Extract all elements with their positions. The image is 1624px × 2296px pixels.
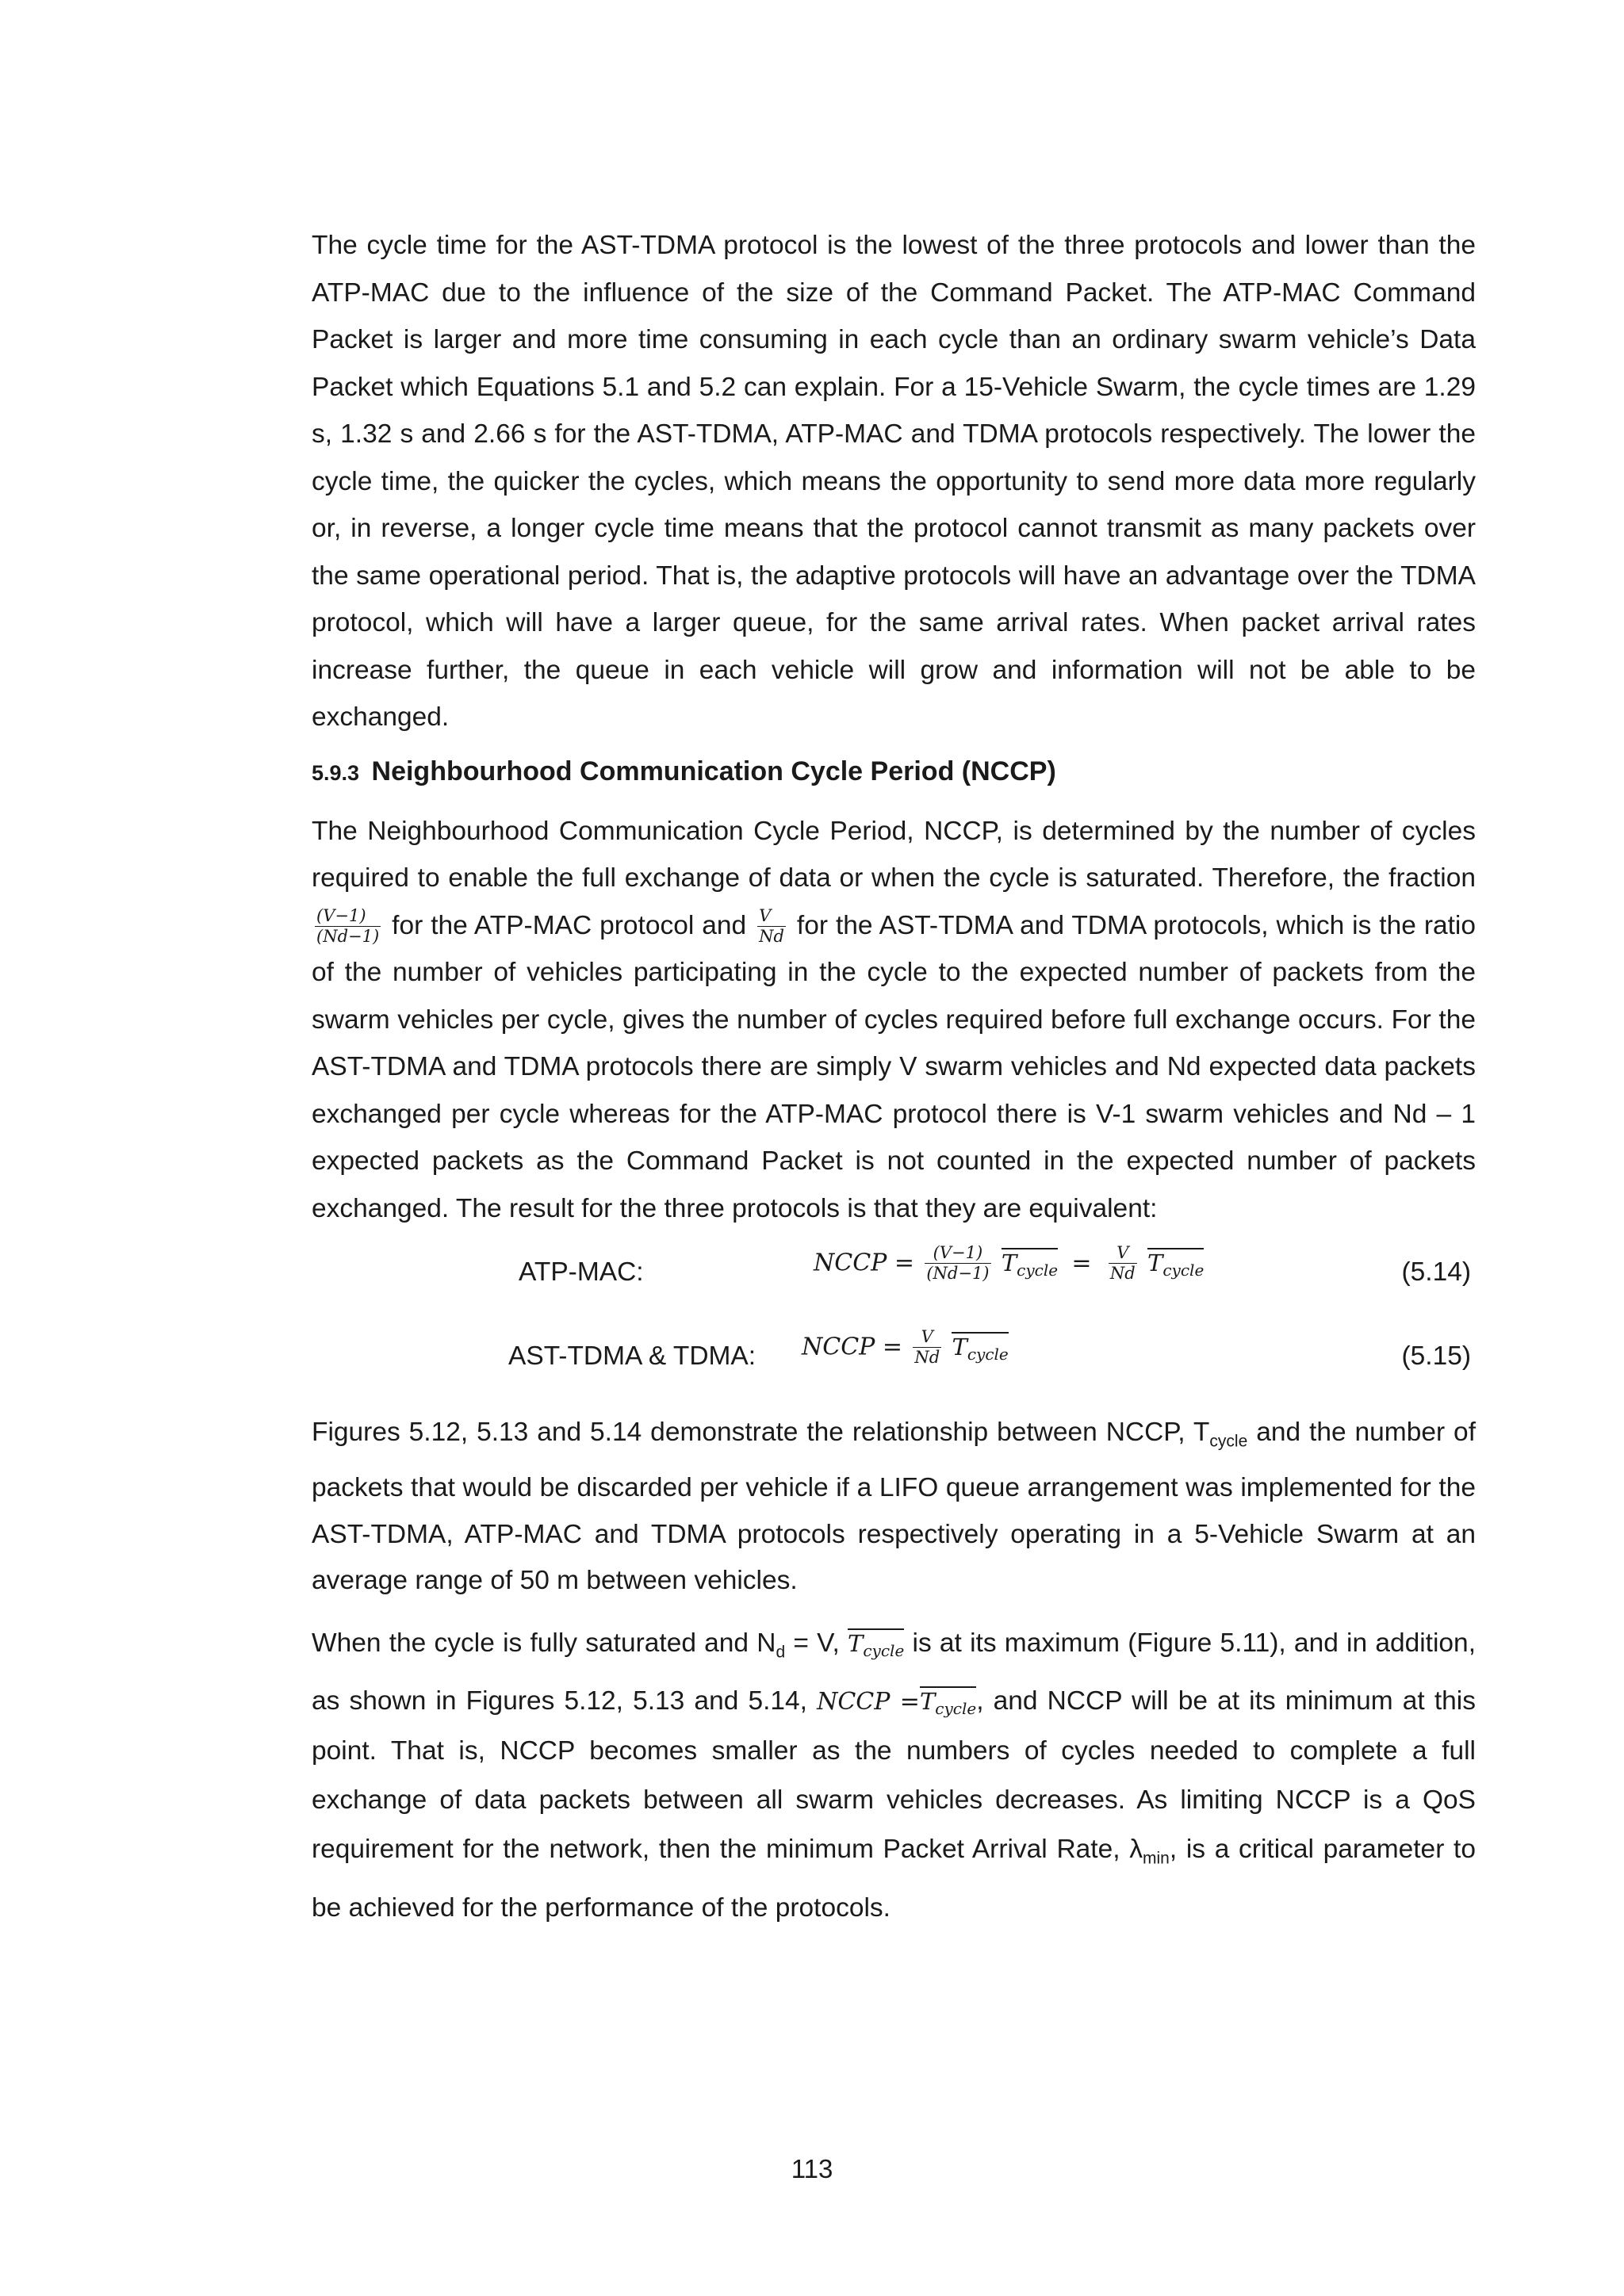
section-number: 5.9.3 (312, 760, 360, 785)
fraction-denominator: Nd (759, 927, 784, 947)
t-symbol: T (1001, 1249, 1017, 1276)
cycle-subscript: cycle (935, 1699, 977, 1719)
fraction-denominator: Nd (914, 1348, 940, 1368)
fraction-numerator: (V−1) (315, 906, 381, 927)
paragraph-nccp-definition (312, 808, 1476, 1233)
equation-label: ATP-MAC: (519, 1257, 644, 1287)
t-symbol: T (848, 1629, 864, 1657)
paragraph-saturation (312, 1619, 1476, 1933)
paragraph-text: for the AST-TDMA and TDMA protocols, which is the ratio of the number of vehicles participating in the cycle to the expected number of packets from the swarm vehicles per cycle, gives the number of cycles required before full exchange occurs. For the AST-TDMA and TDMA protocols there are simply V swarm vehicles and Nd expected data packets exchanged per cycle whereas for the ATP-MAC protocol there is V-1 swarm vehicles and Nd – 1 expected packets as the Command Packet is not counted in the expected number of packets exchanged. The result for the three protocols is that they are equivalent: (312, 910, 1477, 1223)
t-symbol: T (919, 1688, 936, 1716)
page-number: 113 (791, 2154, 833, 2183)
equation-formula (814, 1243, 1204, 1284)
paragraph-text: , is a critical parameter to be achieved for the performance of the protocols. (312, 1835, 1476, 1923)
fraction-numerator: (V−1) (925, 1243, 990, 1264)
paragraph-text: = V, (785, 1628, 840, 1658)
fraction-denominator: (Nd−1) (316, 927, 380, 947)
fraction-numerator: V (757, 906, 786, 927)
equation-5-15 (312, 1327, 1476, 1406)
equation-number: (5.15) (1401, 1341, 1471, 1371)
section-heading (312, 756, 1476, 789)
paragraph-text: is at its maximum (Figure 5.11), and in addition, as shown in Figures 5.12, 5.13 and 5.14, (312, 1628, 1476, 1716)
equation-number: (5.14) (1401, 1257, 1471, 1287)
equation-formula (802, 1327, 1009, 1368)
cycle-subscript: cycle (1162, 1260, 1205, 1280)
page-content (312, 222, 1476, 1933)
t-symbol: T (952, 1333, 967, 1360)
cycle-subscript: cycle (863, 1640, 905, 1660)
paragraph-figures (312, 1410, 1476, 1605)
subscript: d (776, 1643, 786, 1662)
paragraph-text: Figures 5.12, 5.13 and 5.14 demonstrate the relationship between NCCP, T (312, 1418, 1210, 1447)
t-cycle-bar (952, 1332, 1008, 1362)
fraction-denominator: (Nd−1) (926, 1264, 990, 1284)
section-title: Neighbourhood Communication Cycle Period (NCCP) (371, 756, 1056, 786)
fraction-denominator: Nd (1109, 1264, 1136, 1284)
nccp-symbol: NCCP = (802, 1333, 903, 1361)
paragraph-text: The Neighbourhood Communication Cycle Period, NCCP, is determined by the number of cycles required to enable the full exchange of data or when the cycle is saturated. Therefore, the fraction (312, 816, 1476, 893)
t-cycle-bar (1147, 1248, 1204, 1278)
nccp-symbol: NCCP = (817, 1688, 920, 1716)
t-cycle-bar (848, 1628, 904, 1659)
cycle-subscript: cycle (1017, 1260, 1059, 1280)
t-cycle-bar (919, 1686, 977, 1719)
fraction (1109, 1243, 1137, 1284)
t-symbol: T (1147, 1249, 1163, 1276)
fraction-v-over-nd (757, 906, 786, 947)
subscript: min (1142, 1850, 1170, 1869)
t-cycle-bar (1002, 1248, 1058, 1278)
fraction (925, 1243, 990, 1284)
nccp-symbol: NCCP = (814, 1249, 915, 1277)
equals-sign: = (1071, 1249, 1092, 1277)
fraction-numerator: V (913, 1327, 941, 1348)
fraction (913, 1327, 941, 1368)
paragraph-text: for the ATP-MAC protocol and (392, 910, 747, 940)
fraction-numerator: V (1109, 1243, 1137, 1264)
equation-label: AST-TDMA & TDMA: (508, 1341, 756, 1371)
paragraph-text: and the number of packets that would be discarded per vehicle if a LIFO queue arrangement was implemented for the AST-TDMA, ATP-MAC and TDMA protocols respectively operating in a 5-Vehicle Swarm at an average range of 50 m between vehicles. (312, 1418, 1476, 1596)
paragraph-text: When the cycle is fully saturated and N (312, 1628, 776, 1658)
equation-5-14 (312, 1243, 1476, 1322)
paragraph-cycle-time: The cycle time for the AST-TDMA protocol is the lowest of the three protocols and lower than the ATP-MAC due to the influence of the size of the Command Packet. The ATP-MAC Command Packet is larger and more time consuming in each cycle than an ordinary swarm vehicle’s Data Packet which Equations 5.1 and 5.2 can explain. For a 15-Vehicle Swarm, the cycle times are 1.29 s, 1.32 s and 2.66 s for the AST-TDMA, ATP-MAC and TDMA protocols respectively. The lower the cycle time, the quicker the cycles, which means the opportunity to send more data more regularly or, in reverse, a longer cycle time means that the protocol cannot transmit as many packets over the same operational period. That is, the adaptive protocols will have an advantage over the TDMA protocol, which will have a larger queue, for the same arrival rates. When packet arrival rates increase further, the queue in each vehicle will grow and information will not be able to be exchanged. (312, 231, 1476, 732)
subscript: cycle (1209, 1432, 1248, 1451)
fraction-v-minus-1-over-nd-minus-1 (315, 906, 381, 947)
cycle-subscript: cycle (967, 1344, 1009, 1364)
paragraph-text: , and NCCP will be at its minimum at this point. That is, NCCP becomes smaller as the numbers of cycles needed to complete a full exchange of data packets between all swarm vehicles decreases. As limiting NCCP is a QoS requirement for the network, then the minimum Packet Arrival Rate, λ (312, 1686, 1476, 1865)
